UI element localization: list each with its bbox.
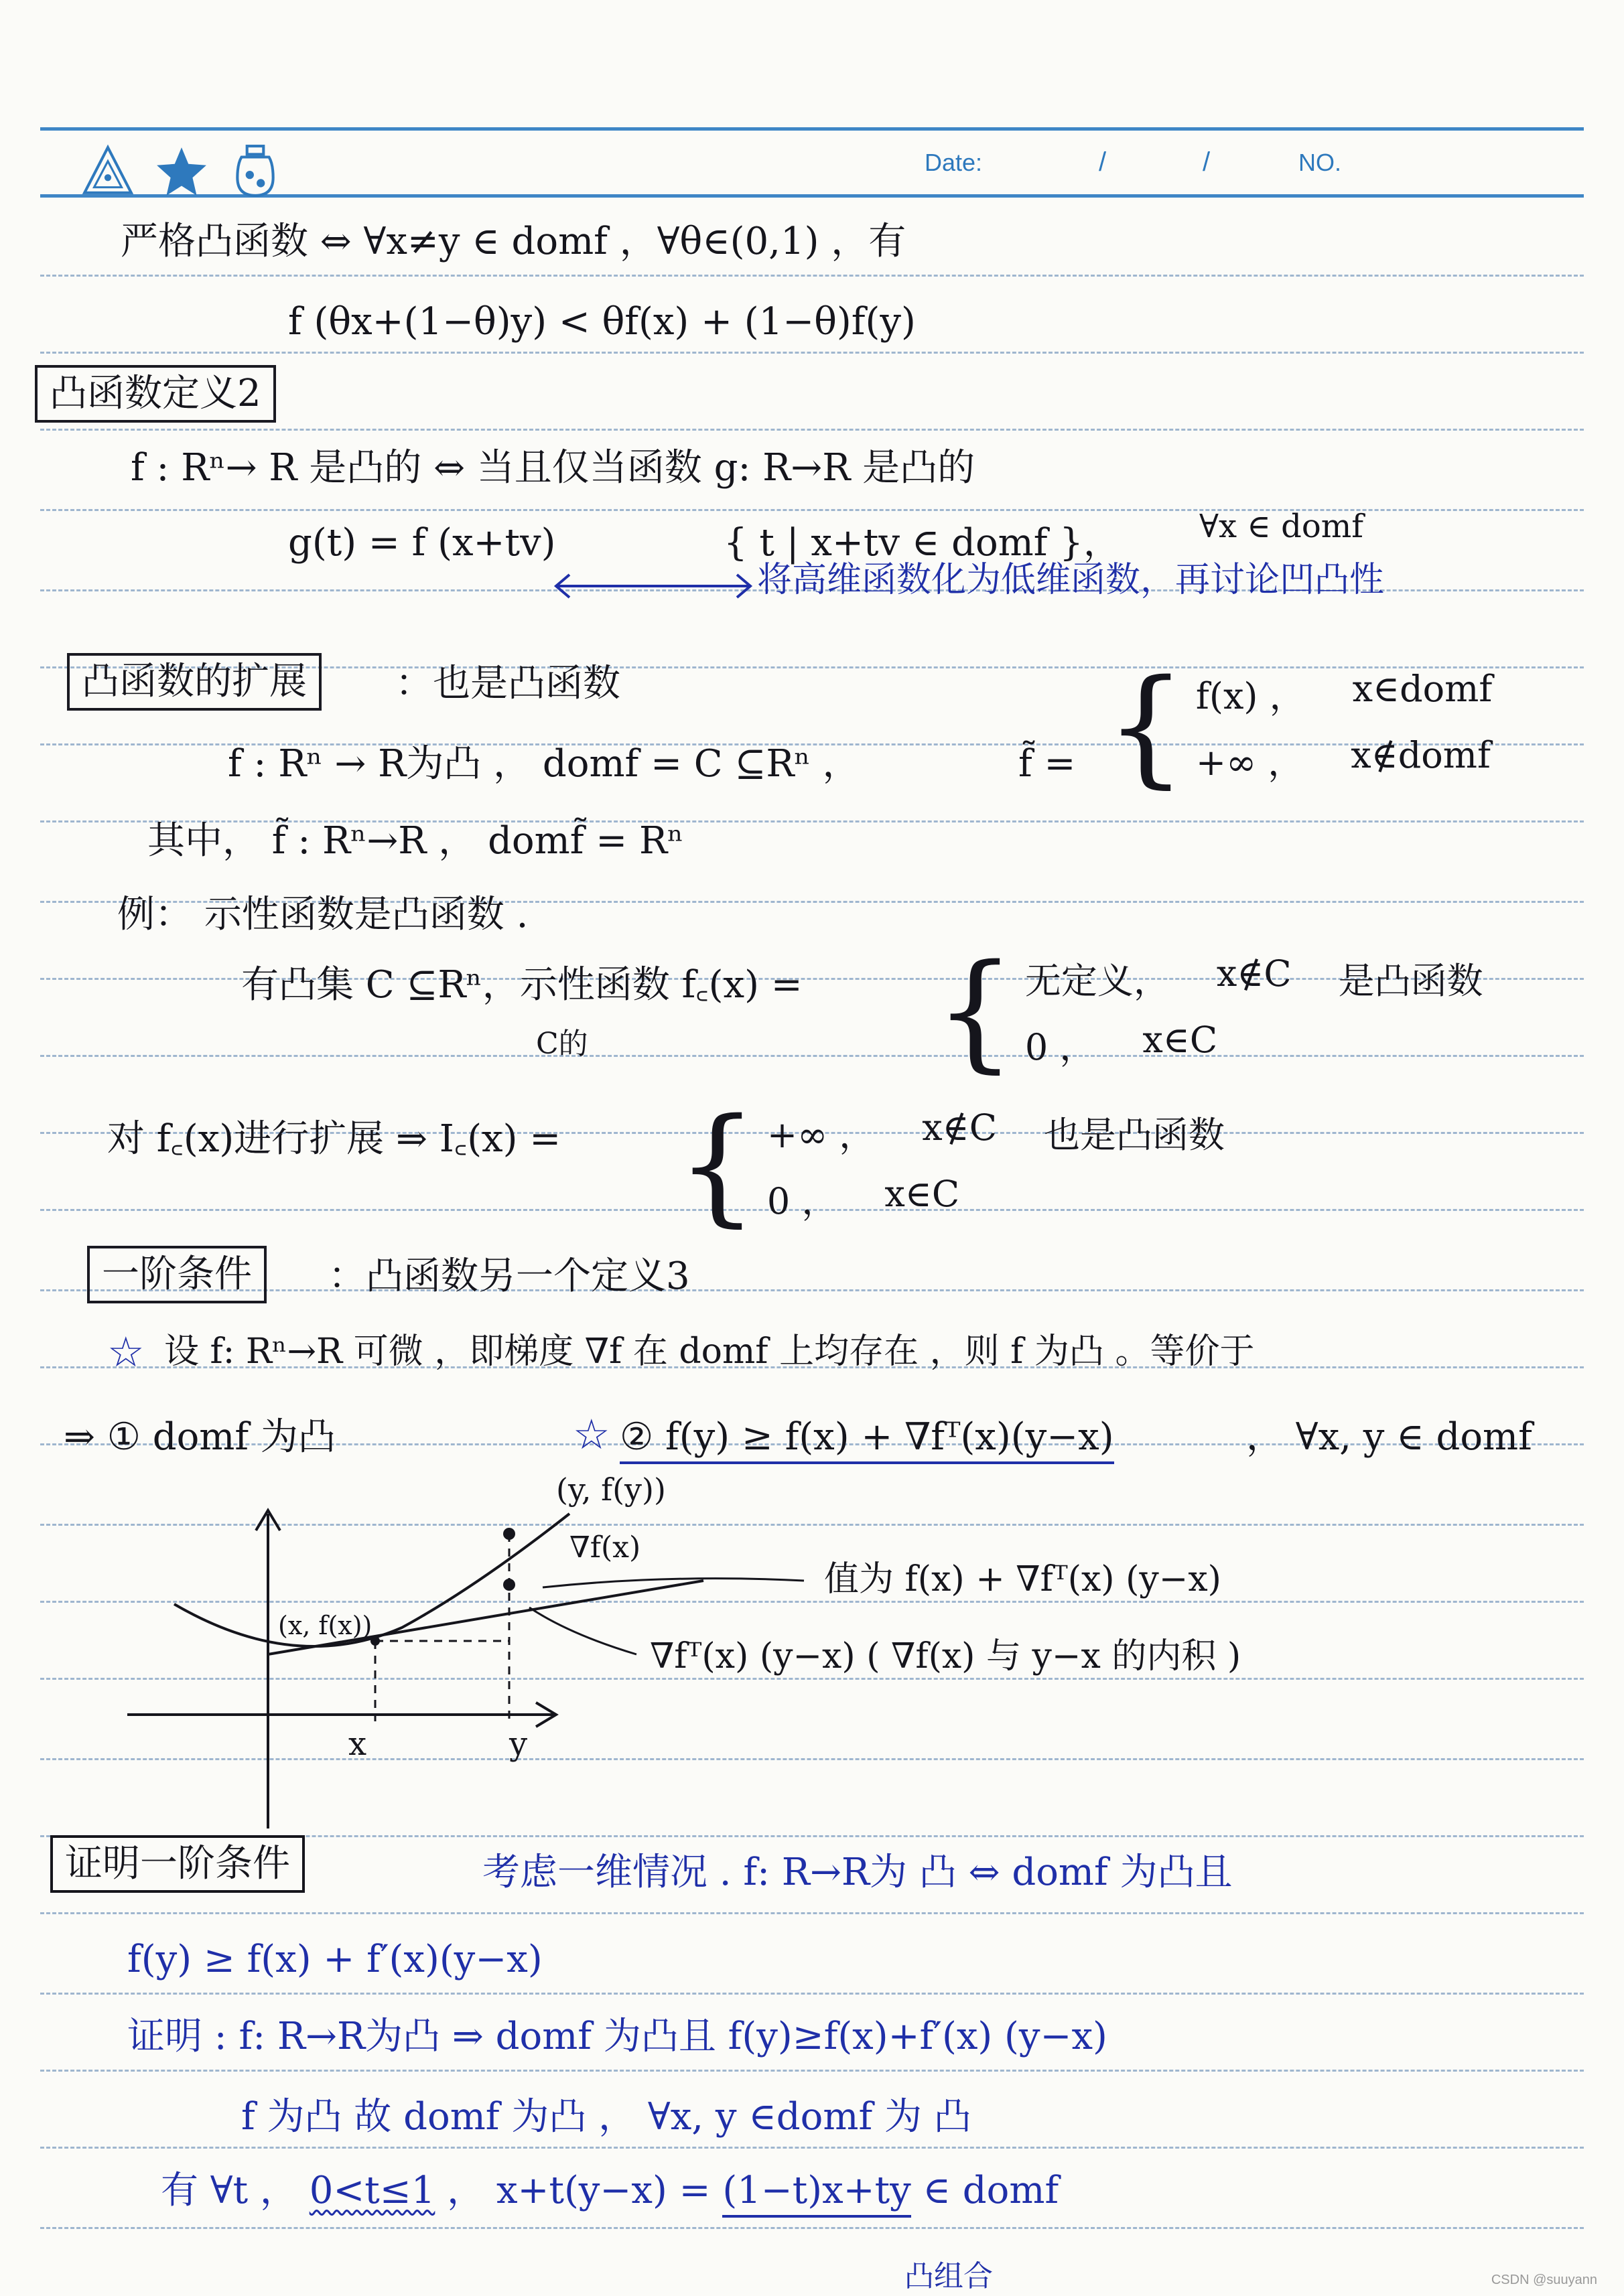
case-value: +∞ ，: [1195, 741, 1304, 784]
indicator-example: 例： 示性函数是凸函数 .: [117, 893, 529, 936]
first-order-cond-2-wrap: [620, 1417, 1114, 1458]
graph-note-value: 值为 f(x) + ∇fᵀ(x) (y−x): [824, 1559, 1221, 1599]
first-order-cond-1: ⇒ ① domf 为凸: [64, 1415, 336, 1459]
proof-t-range: 0<t≤1: [309, 2169, 435, 2212]
ruled-line: [40, 275, 1584, 277]
double-arrow: [549, 569, 764, 603]
first-order-suffix: ：凸函数另一个定义3: [328, 1254, 690, 1298]
case-value: 无定义，: [1024, 960, 1170, 1002]
extension-suffix: ：也是凸函数: [395, 662, 620, 705]
ruled-line: [40, 1993, 1584, 1995]
case-condition: x∈C: [1142, 1019, 1218, 1061]
date-slash: /: [1203, 147, 1211, 177]
case-remark: 是凸函数: [1338, 960, 1483, 1002]
proof-step-1: f 为凸 故 domf 为凸 ， ∀x, y ∈domf 为 凸: [241, 2095, 971, 2139]
left-brace: {: [935, 937, 1016, 1085]
first-order-cond-quantifier: ， ∀x, y ∈ domf: [1246, 1415, 1532, 1459]
proof-in-domain: ∈ domf: [923, 2169, 1059, 2212]
header-stickers: [80, 141, 283, 201]
proof-step-2: [161, 2170, 1059, 2212]
proof-statement: 证明 : f: R→R为凸 ⇒ domf 为凸且 f(y)≥f(x)+f′(x) (y−x): [127, 2015, 1107, 2058]
case-value: f(x) ，: [1195, 675, 1306, 717]
definition-2-statement: f : Rⁿ→ R 是凸的 ⇔ 当且仅当函数 g: R→R 是凸的: [131, 446, 975, 490]
strict-convex-inequality: f (θx+(1−θ)y) < θf(x) + (1−θ)f(y): [288, 300, 916, 344]
definition-2-box: 凸函数定义2: [35, 365, 276, 423]
ruled-line: [40, 2070, 1584, 2072]
graph-point-y-label: (y, f(y)): [556, 1474, 666, 1508]
jar-sticker-icon: [228, 143, 283, 198]
graph-y-label: y: [509, 1725, 528, 1763]
date-label: Date:: [925, 149, 983, 176]
tangent-point: [503, 1579, 515, 1591]
case-condition: x∈domf: [1352, 668, 1493, 710]
case-value: 0 ，: [1024, 1026, 1096, 1068]
proof-one-dim-condition: f(y) ≥ f(x) + f′(x)(y−x): [127, 1938, 543, 1981]
date-slash: /: [1099, 147, 1107, 177]
graph-point-x-label: (x, f(x)): [278, 1611, 373, 1640]
extended-indicator-cases: [677, 1091, 1225, 1239]
strict-convex-definition: 严格凸函数 ⇔ ∀x≠y ∈ domf ，∀θ∈(0,1) ，有: [121, 220, 906, 263]
header-top-rule: [40, 127, 1584, 131]
ruled-line: [40, 1912, 1584, 1914]
restriction-domain: { t | x+tv ∈ domf }，: [724, 521, 1121, 565]
case-condition: x∉C: [922, 1106, 998, 1149]
case-condition: x∉C: [1216, 952, 1292, 995]
case-value: 0 ，: [766, 1180, 838, 1222]
proof-convex-combination: (1−t)x+ty: [722, 2169, 910, 2218]
graph-x-label: x: [348, 1725, 367, 1763]
extended-function-cases: [1105, 652, 1493, 800]
ruled-line: [40, 2227, 1584, 2229]
first-order-box: 一阶条件: [87, 1246, 267, 1303]
indicator-subscript-note: C的: [536, 1027, 588, 1061]
extension-where: 其中， f̃ : Rⁿ→R ， domf̃ = Rⁿ: [147, 819, 684, 863]
case-condition: x∈C: [884, 1173, 960, 1215]
restriction-function: g(t) = f (x+tv): [288, 521, 556, 565]
indicator-definition: 有凸集 C ⊆Rⁿ，示性函数 f꜀(x) =: [241, 963, 803, 1007]
ruled-line: [40, 2147, 1584, 2149]
proof-forall-t: 有 ∀t ，: [161, 2169, 297, 2212]
left-brace: {: [677, 1091, 758, 1239]
case-value: +∞ ，: [766, 1114, 876, 1156]
proof-cut-note: 凸组合: [904, 2259, 993, 2293]
case-remark: 也是凸函数: [1044, 1114, 1225, 1156]
left-brace: {: [1105, 652, 1187, 800]
indicator-cases: [935, 937, 1483, 1085]
star-mark: ☆: [107, 1328, 145, 1376]
star-mark: ☆: [573, 1410, 610, 1459]
restriction-quantifier: ∀x ∈ domf: [1199, 508, 1363, 545]
indicator-extension: 对 f꜀(x)进行扩展 ⇒ I꜀(x) =: [107, 1117, 561, 1161]
first-order-cond-2: ② f(y) ≥ f(x) + ∇fᵀ(x)(y−x): [620, 1415, 1114, 1464]
proof-box: 证明一阶条件: [50, 1835, 305, 1893]
extension-premise: f : Rⁿ → R为凸 ， domf = C ⊆Rⁿ ，: [228, 742, 860, 786]
point-y: [503, 1528, 515, 1540]
ruled-line: [40, 429, 1584, 431]
case-condition: x∉domf: [1351, 734, 1491, 776]
watermark: CSDN @suuyann: [1491, 2273, 1597, 2287]
graph-gradient-label: ∇f(x): [569, 1530, 641, 1565]
ruled-line: [40, 1289, 1584, 1291]
tree-sticker-icon: [80, 143, 135, 198]
graph-note-inner-product: ∇fᵀ(x) (y−x) ( ∇f(x) 与 y−x 的内积 ): [650, 1636, 1241, 1676]
first-order-premise: 设 f: Rⁿ→R 可微 ，即梯度 ∇f 在 domf 上均存在 ，则 f 为凸 。等价于: [164, 1332, 1255, 1372]
proof-point-expr: ， x+t(y−x) =: [447, 2169, 711, 2212]
star-sticker-icon: [154, 143, 209, 198]
tangent-line-graph: [100, 1474, 1548, 1849]
number-label: NO.: [1298, 149, 1342, 176]
extension-box: 凸函数的扩展: [67, 653, 322, 711]
extended-function-label: f̃ =: [1018, 742, 1076, 786]
ruled-line: [40, 352, 1584, 354]
dimension-reduction-note: 将高维函数化为低维函数，再讨论凹凸性: [757, 560, 1385, 600]
proof-intro: 考虑一维情况 . f: R→R为 凸 ⇔ domf 为凸且: [482, 1851, 1233, 1894]
